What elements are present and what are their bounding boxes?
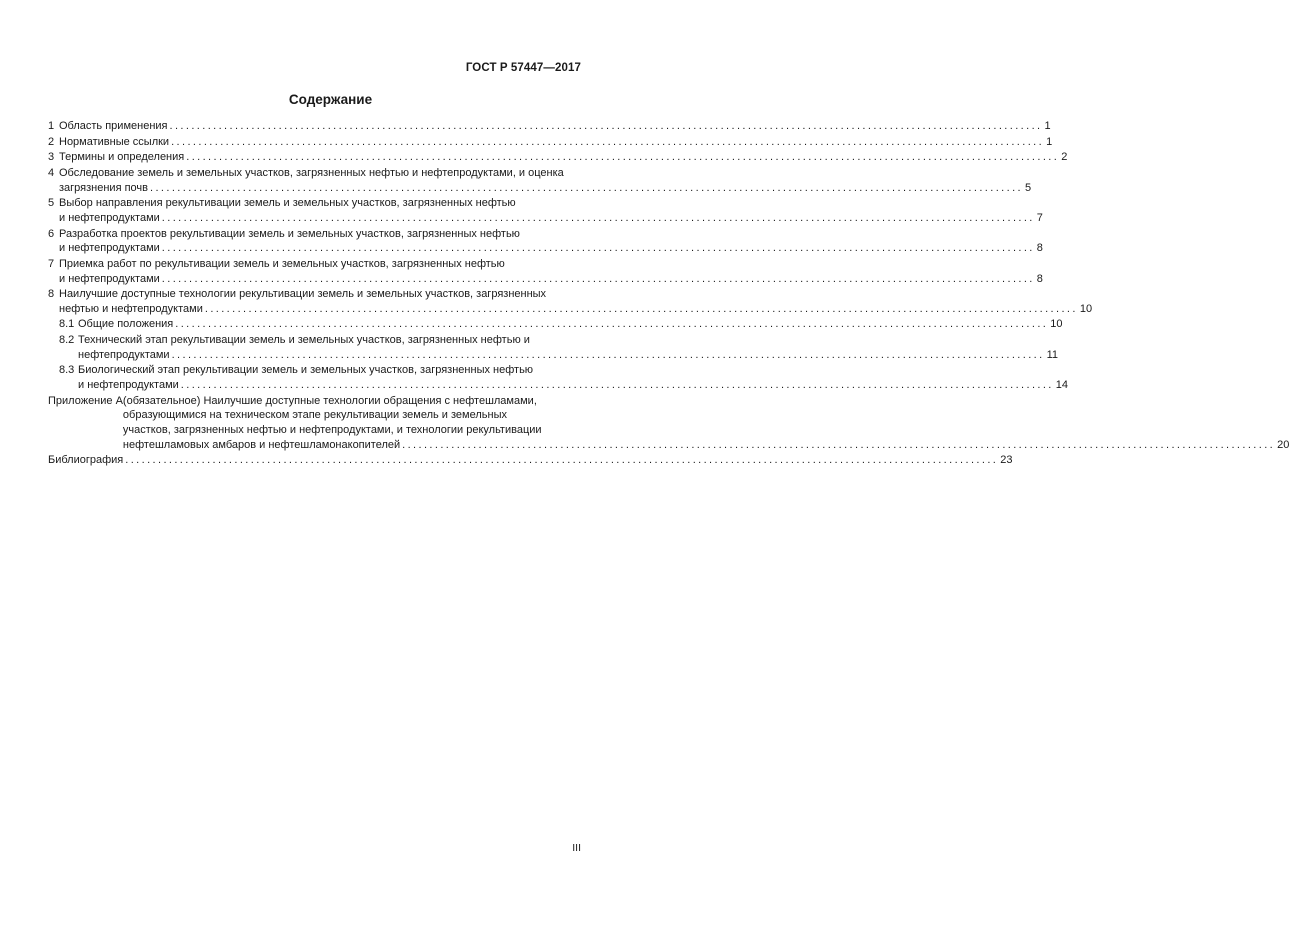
toc-entry-text-continued: загрязнения почв xyxy=(59,181,148,194)
toc-entry-1[interactable] xyxy=(48,119,1051,134)
toc-entry-number: 6 xyxy=(48,227,55,240)
toc-entry-page: 23 xyxy=(1000,454,1013,467)
toc-appendix-a[interactable] xyxy=(48,394,1289,452)
leader-dots xyxy=(125,453,998,468)
toc-entry-text-continued: нефтепродуктами xyxy=(78,348,170,361)
document-code: ГОСТ Р 57447—2017 xyxy=(465,62,581,74)
toc-entry-3[interactable] xyxy=(48,150,1068,165)
leader-dots xyxy=(162,211,1035,226)
leader-dots xyxy=(181,378,1054,393)
toc-entry-text-continued: и нефтепродуктами xyxy=(78,379,179,392)
toc-entry-number: 4 xyxy=(48,167,55,180)
leader-dots xyxy=(186,150,1059,165)
toc-entry-page: 10 xyxy=(1079,302,1093,315)
toc-entry-page: 8 xyxy=(1036,272,1043,285)
toc-entry-8[interactable] xyxy=(48,287,1093,316)
leader-dots xyxy=(175,317,1048,332)
toc-entry-text: Приемка работ по рекультивации земель и земельных участков, загрязненных нефтью xyxy=(59,257,505,270)
toc-entry-number: 5 xyxy=(48,197,55,210)
toc-entry-number: 8.1 xyxy=(59,318,75,331)
toc-entry-text: Общие положения xyxy=(78,318,174,331)
toc-entry-text-continued: и нефтепродуктами xyxy=(59,211,160,224)
toc-entry-page: 1 xyxy=(1046,135,1053,148)
toc-entry-page: 8 xyxy=(1036,242,1043,255)
leader-dots xyxy=(150,181,1023,196)
toc-entry-text: Наилучшие доступные технологии рекультивации земель и земельных участков, загрязненных xyxy=(59,288,547,301)
toc-entry-page: 7 xyxy=(1036,211,1043,224)
toc-entry-number: 8 xyxy=(48,288,55,301)
toc-entry-page: 5 xyxy=(1024,181,1032,194)
toc-entry-text: Разработка проектов рекультивации земель и земельных участков, загрязненных нефтью xyxy=(59,227,520,240)
appendix-title-line: (обязательное) Наилучшие доступные технологии обращения с нефтешламами, xyxy=(122,394,537,407)
toc-entry-text-continued: и нефтепродуктами xyxy=(59,272,160,285)
toc-bibliography[interactable] xyxy=(48,453,1013,468)
toc-entry-text: Термины и определения xyxy=(59,151,185,164)
toc-entry-page: 1 xyxy=(1044,120,1051,132)
toc-subentry-8-1[interactable] xyxy=(48,317,1063,332)
toc-entry-number: 8.2 xyxy=(59,334,75,347)
appendix-label: Приложение А xyxy=(48,394,123,407)
leader-dots xyxy=(170,119,1043,134)
toc-entry-2[interactable] xyxy=(48,135,1053,150)
leader-dots xyxy=(162,241,1035,256)
toc-entry-7[interactable] xyxy=(48,257,1043,286)
toc-entry-page: 11 xyxy=(1046,348,1058,361)
toc-entry-5[interactable] xyxy=(48,196,1043,225)
toc-entry-number: 3 xyxy=(48,151,55,164)
leader-dots xyxy=(162,272,1035,287)
toc-entry-page: 14 xyxy=(1055,379,1069,392)
appendix-title-line: нефтешламовых амбаров и нефтешламонакопителей xyxy=(122,438,401,451)
toc-entry-text: Библиография xyxy=(48,454,124,467)
toc-entry-text-continued: и нефтепродуктами xyxy=(59,242,160,255)
toc-entry-text: Биологический этап рекультивации земель и земельных участков, загрязненных нефтью xyxy=(78,364,534,377)
toc-title: Содержание xyxy=(288,92,373,107)
leader-dots xyxy=(171,135,1044,150)
toc-entry-text: Нормативные ссылки xyxy=(59,135,170,148)
toc-entry-4[interactable] xyxy=(48,166,1032,195)
toc-entry-number: 8.3 xyxy=(59,364,75,377)
appendix-title-line: участков, загрязненных нефтью и нефтепродуктами, и технологии рекультивации xyxy=(122,423,542,436)
leader-dots xyxy=(172,348,1045,363)
toc-entry-text: Технический этап рекультивации земель и земельных участков, загрязненных нефтью и xyxy=(78,334,530,347)
page-number: III xyxy=(572,842,581,854)
toc-entry-text: Обследование земель и земельных участков, загрязненных нефтью и нефтепродуктами, и оценка xyxy=(59,167,564,180)
toc-entry-number: 1 xyxy=(48,120,55,132)
toc-entry-number: 2 xyxy=(48,135,55,148)
table-of-contents xyxy=(48,119,1289,469)
leader-dots xyxy=(402,438,1275,453)
leader-dots xyxy=(205,302,1078,317)
toc-entry-text-continued: нефтью и нефтепродуктами xyxy=(59,302,203,315)
toc-subentry-8-2[interactable] xyxy=(48,333,1058,362)
toc-entry-page: 20 xyxy=(1277,438,1289,451)
toc-subentry-8-3[interactable] xyxy=(48,363,1069,392)
toc-entry-text: Выбор направления рекультивации земель и земельных участков, загрязненных нефтью xyxy=(59,197,516,210)
toc-entry-text: Область применения xyxy=(59,120,168,132)
toc-entry-page: 2 xyxy=(1061,151,1068,164)
toc-entry-6[interactable] xyxy=(48,227,1043,256)
appendix-title-line: образующимися на техническом этапе рекультивации земель и земельных xyxy=(122,409,507,422)
toc-entry-number: 7 xyxy=(48,257,55,270)
toc-entry-page: 10 xyxy=(1050,318,1063,331)
